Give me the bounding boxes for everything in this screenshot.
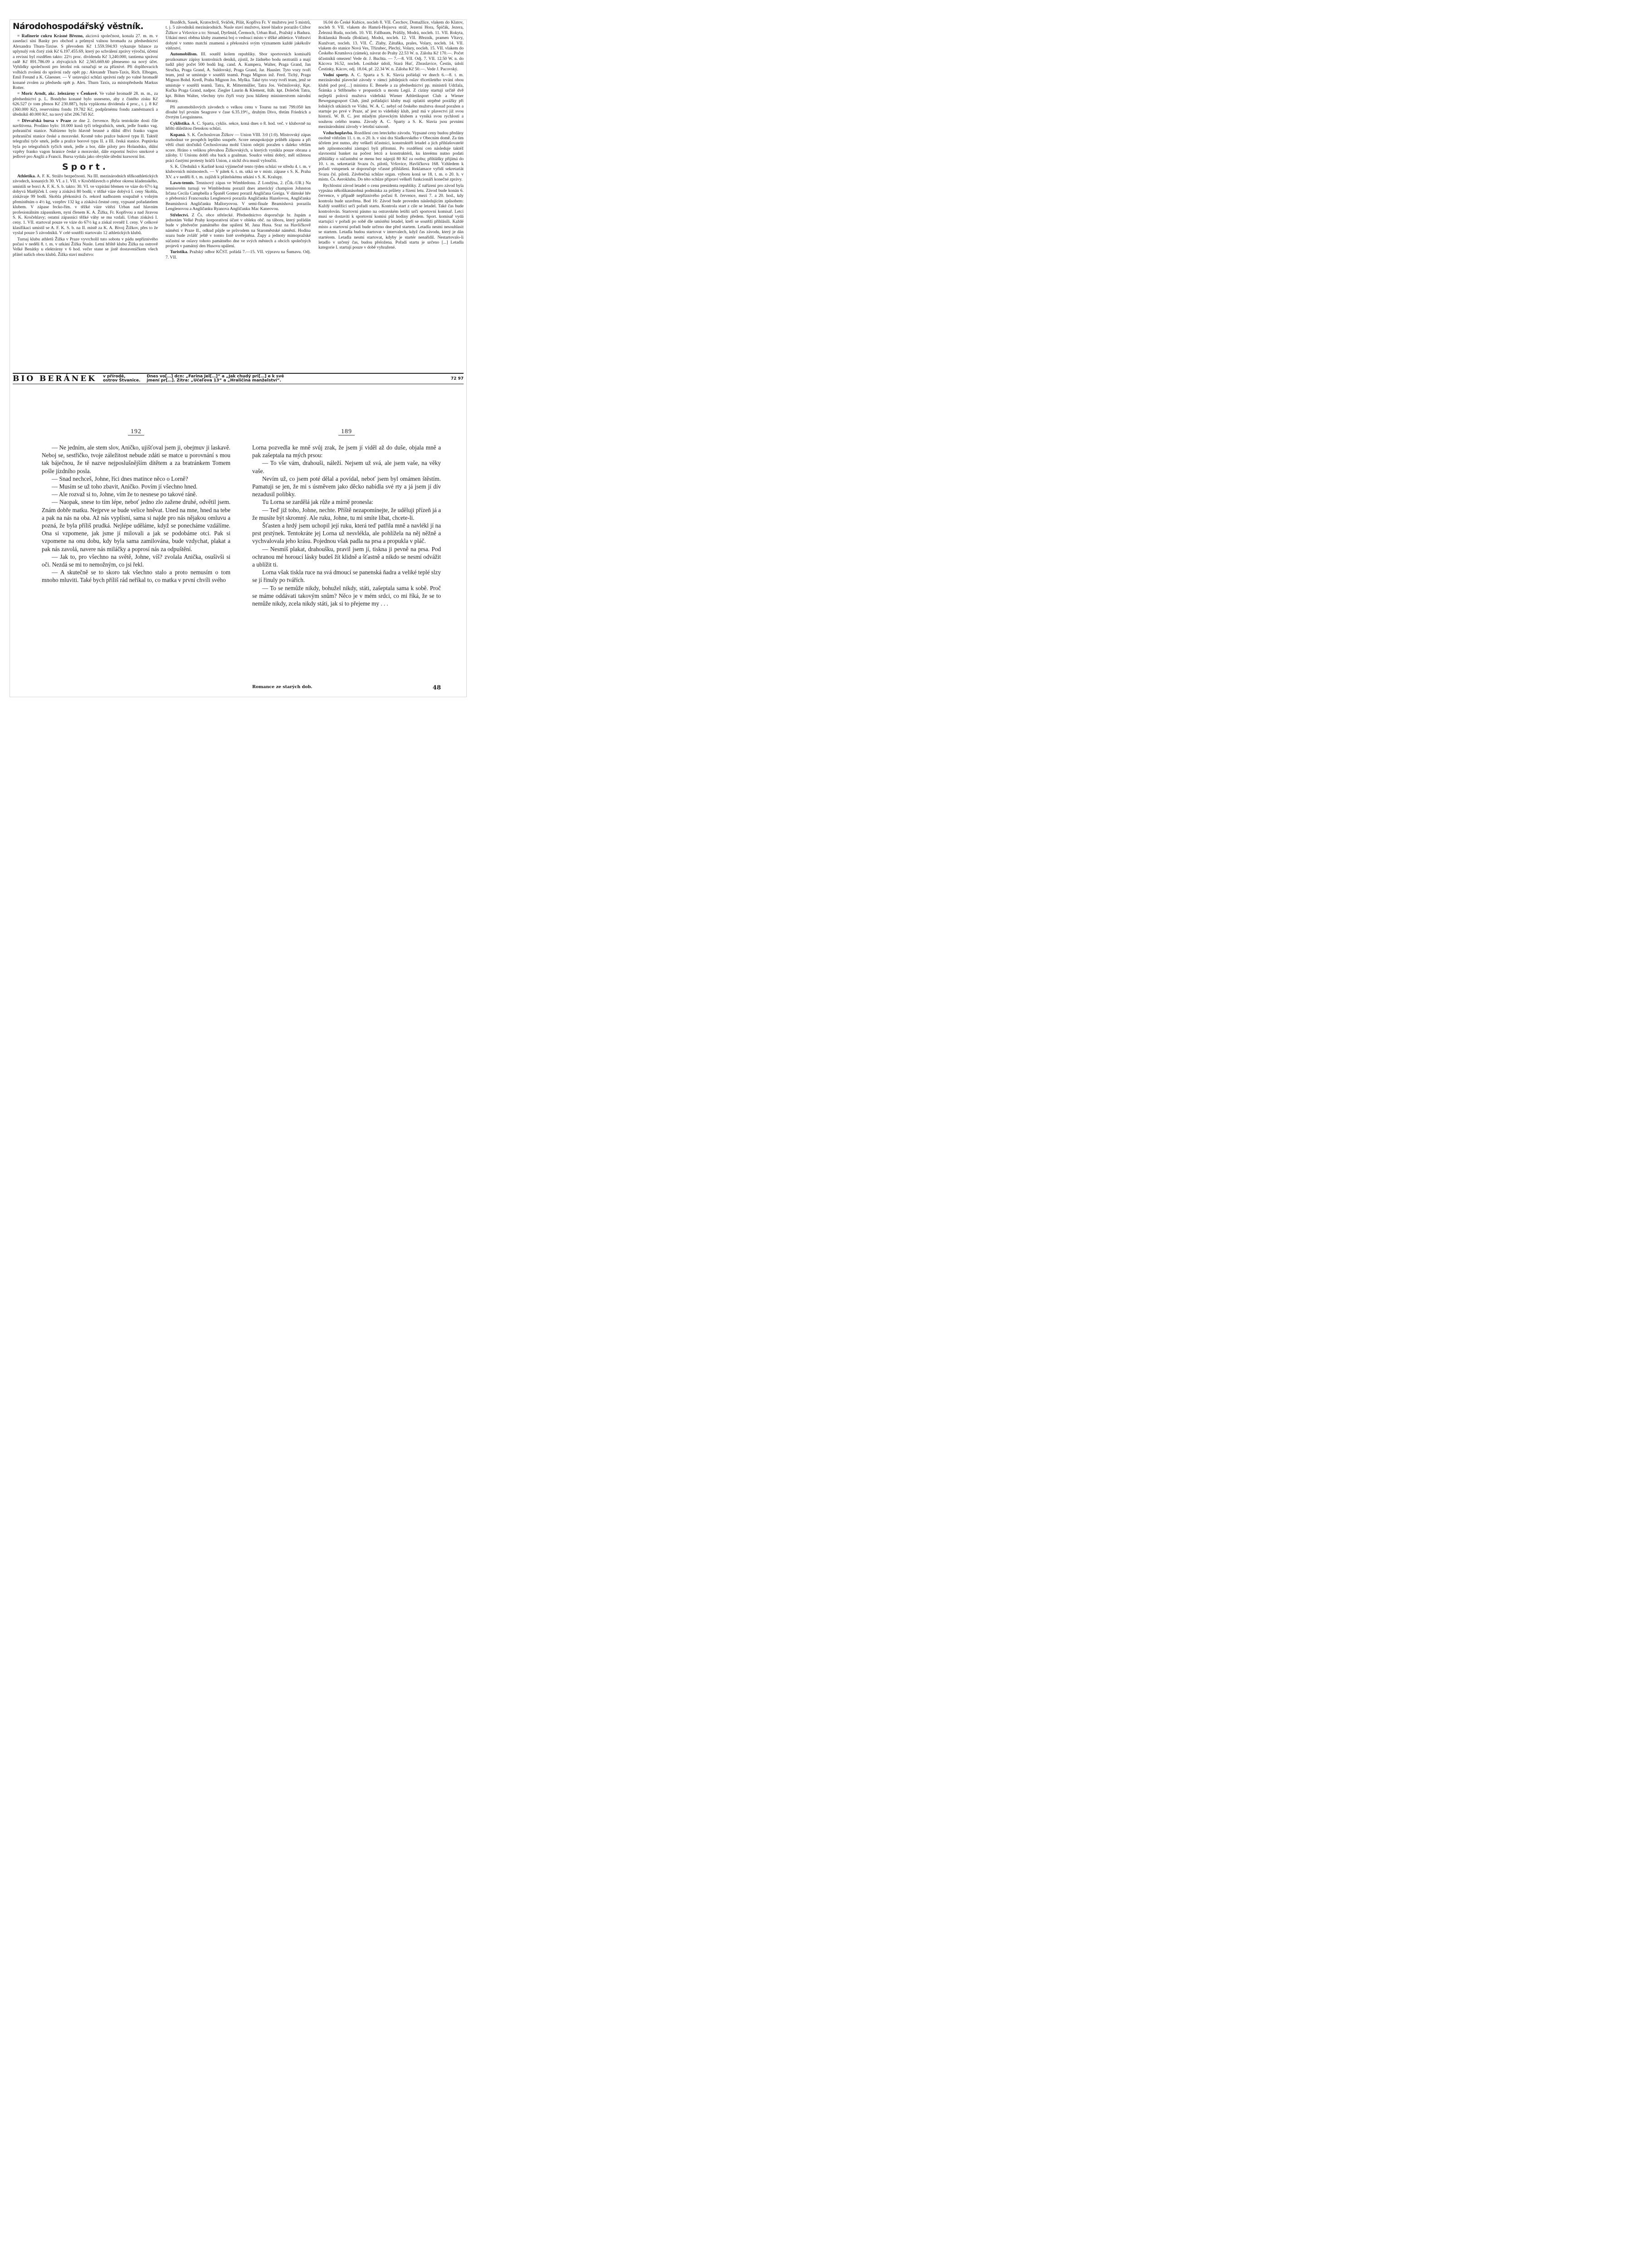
news-paragraph-text: S. K. Čechoslovan Žižkov — Union VIII. 3:0 (1:0). Mistrovský zápas rozhodnut ve prospěch lepšího soupeře. Score neuspokojuje průběh zápasu a při větší chuti útočníků Čechoslovana mohl Union odejíti poražen s daleko větším score. Hráno s velikou převahou Žižkovských, u kterých vynikla pouze obrana a zálohy. U Unionu dobří oba back a goalman. Soudce velmi dobrý, měl stíženou práci častými protesty hráčů Union, z nichž dva musil vyloučiti. bbox=[166, 132, 311, 163]
news-paragraph bbox=[13, 237, 158, 258]
novel-paragraph: — A skutečně se to skoro tak všechno stalo a proto nemusím o tom mnoho mluviti. Také bych příliš rád neříkal to, co matka v první chvíli svého bbox=[42, 569, 230, 584]
cinema-advert bbox=[13, 373, 464, 384]
news-paragraph-lead: = Dřevařská bursa v Praze bbox=[17, 118, 71, 123]
news-paragraph bbox=[166, 249, 311, 260]
section-title-sport: Sport. bbox=[62, 161, 108, 172]
sport-articles-continued-2 bbox=[318, 20, 464, 250]
advert-programme bbox=[147, 375, 284, 383]
novel-paragraph: — Jak to, pro všechno na světě, Johne, víš? zvolala Anička, osušivši si oči. Nezdá se mi to nemožným, co jsi řekl. bbox=[42, 553, 230, 568]
news-paragraph bbox=[166, 20, 311, 51]
novel-paragraph: Lorna pozvedla ke mně svůj zrak, že jsem jí viděl až do duše, objala mně a pak zašeptala na mých prsou: bbox=[252, 444, 441, 459]
newspaper-section bbox=[13, 20, 464, 365]
news-paragraph-lead: Vzduchoplavba. bbox=[323, 130, 353, 136]
news-paragraph-lead: Automobilism. bbox=[170, 52, 198, 57]
newspaper-column-1 bbox=[13, 20, 158, 365]
news-paragraph bbox=[166, 132, 311, 163]
economy-articles bbox=[13, 34, 158, 160]
section-title-economy: Národohospodářský věstník. bbox=[13, 22, 144, 31]
newspaper-column-2 bbox=[166, 20, 311, 365]
advert-programme-line2: jmení pr[…]. Zítra: „Učeľova 13“ a „Hraličina manželství“. bbox=[147, 378, 281, 383]
news-paragraph bbox=[318, 131, 464, 182]
page-number-left bbox=[42, 428, 230, 435]
sport-articles bbox=[13, 174, 158, 258]
advert-code: 72 97 bbox=[450, 376, 464, 381]
novel-page-left bbox=[42, 428, 230, 691]
novel-paragraph: — Ale rozvaž si to, Johne, vím že to nesnese po takové ráně. bbox=[52, 491, 197, 498]
news-paragraph-text: ze dne 2. července. Byla tentokráte dosti čile navštívena. Prodáno bylo: 10.000 kusů tyčí telegrafních, smrk, jedle franko vag. pohraniční stanice. Nabízeno bylo hlavně brusné a důlní dříví franko vagon pohraniční stanice české a moravské. Kromě toho pražce bukové typu II. Taktéž telegrafní tyče smrk, jedle a pražce borové typu II. a III. česká stanice. Poptávka byla po telegrafních tyčích smrk, jedle a bor, dále piloty pro Holandsko, důlní vzpěry franko vagon hranice české a moravské, dále exportní řezivo smrkové a jedlové pro Anglii a Francii. Bursa vydala jako obvykle úřední kursovní list. bbox=[13, 118, 158, 160]
news-paragraph-lead: Střelectví. bbox=[170, 212, 189, 218]
novel-paragraph: — Snad nechceš, Johne, říci dnes matince něco o Lorně? bbox=[52, 475, 188, 482]
news-paragraph-text: akciová společnost, konala 27. m. m. v zasedací síni Banky pro obchod a průmysl valnou hromadu za předsednictví Alexandra Thurn-Taxise. S převodem Kč 1.559.594.93 vykazuje bilance za uplynulý rok čistý zisk Kč 6.197.455.69, který po schválení zprávy výroční, účetní a revisní byl rozdělen takto: 22½ proc. dividenda Kč 3,240.000, tantiema správní radě Kč 891.786.09 a zbývajících Kč 2,565.669.60 přeneseno na nový účet. Vyhlídky společnosti pro letošní rok označují se za příznivé. Při doplňovacích volbách zvoleni do správní rady opět pp.: Alexandr Thurn-Taxis, Rich. Elbogen, Emil Freund a K. Glaesner. — V ustavující schůzi správní rady po valné hromadě konané zvolen za předsedu opět p. Alex. Thurn Taxis, za místopředsedu Markus Rotter. bbox=[13, 34, 158, 91]
news-paragraph-lead: Lawn-tennis. bbox=[170, 181, 195, 186]
novel-paragraph: — Ne jedním, ale stem slov, Aničko, ujišťoval jsem ji, obejmuv ji laskavě. Neboj se, sestřičko, tvoje záležitost nebude zdáti se matce u porovnání s mou tak báječnou, že tě nazve nejposlušnějším dítětem a za bratránkem Tomem pošle jízdního posla. bbox=[42, 444, 230, 474]
advert-location-line1: v přírodě, bbox=[103, 374, 126, 379]
page-number-right bbox=[252, 428, 441, 435]
news-paragraph bbox=[166, 164, 311, 180]
news-paragraph-text: Při automobilových závodech o velkou cenu v Toursu na trati 799.050 km dlouhé byl prvním Seagrave v čase 6.35.19⁴/₅, druhým Divo, třetím Friedrich a čtvrtým Leoguinness. bbox=[166, 104, 311, 120]
novel-paragraph: — Musím se už toho zbavit, Aničko. Povím jí všechno hned. bbox=[52, 483, 198, 490]
news-paragraph bbox=[166, 121, 311, 132]
page-number-left-value: 192 bbox=[128, 428, 144, 435]
news-paragraph-text: Rychlostní závod letadel o cenu presidenta republiky. Z nařízení pro závod byla vypsána několikanásobná podmínka za průlety a řízení letu. Závod bude konán 6. července, v případě nepříznivého počasí 8. července, mezi 7. a 20. hod., kdy kontrola bude uzavřena. Bod 16: Závod bude proveden následujícím způsobem: Každý soutěžící určí pořadí startu. Kontrola start z cíle se letadel. Také čas bude kontrolován. Startovní pásmo na ostravském letišti určí sportovní komisař. Letci musí se dostaviti k sportovní komisi půl hodiny předem. Sport. komisař vydá startující v pořadí po sobě dle umístění letadel, kteří se soutěží přihlásili. Každé místo a startovní pořadí bude určeno dne před startem. Letadla nesmí nesouhlasit se startem. Letadla budou startovat v intervalech, když čas závodu, který je dán startérem. Letadla nesmí startovat, kdyby je startér nenařídil. Nestartovalo-li letadlo v určený čas, budou přeložena. Pořadí startu je určeno [...] Letadla kategorie I. startují pouze v době vyhražené. bbox=[318, 183, 464, 250]
news-paragraph-text: A. F. K. Strážo bezpečnosti. Na III. mezinárodních těžkoathletických závodech, konaných 30. VI. a 1. VII. v Kročehlavech o přebor okresu kladenského, umístili se borci A. F. K. S. b. takto: 30. VI. ve vzpírání břemen ve váze do 67½ kg dobyvá Matějíček I. ceny a získává 80 bodů; v těžké váze dobývá I. ceny Skobla, získávaje 99 bodů. Skobla překonává čs. rekord nadhozem soupažně s volným přemístěním o 4½ kg, vzepřev 132 kg a získává čestné ceny, vypsané pořadatelem klubem. V zápase řecko-řím. v těžké váze vítězí Urban nad hlavním profesionálním zápasníkem, nyní členem K. A. Žižka, Fr. Kopřivou a nad Jiravou S. K. Kročehlavy; ostatní zápasníci těžké váhy se mu vzdali. Urban získává I. ceny. 1. VII. startoval pouze ve váze do 67½ kg a získal rovněž I. ceny. V celkové klasifikaci umístil se A. F. K. S. b. na II. místě za K. A. Bivoj Žižkov, přes to že vyslal pouze 5 závodníků. V celé soutěži startovalo 12 athletických klubů. bbox=[13, 173, 158, 236]
novel-paragraph: Nevím už, co jsem poté dělal a povídal, neboť jsem byl omámen štěstím. Pamatuji se jen, že mi s úsměvem jako děcko nabídla své rty a já jsem jí dív nezadusil polibky. bbox=[252, 475, 441, 498]
news-paragraph-lead: Turistika. bbox=[170, 249, 188, 255]
advert-location-line2: ostrov Štvanice. bbox=[103, 378, 141, 383]
novel-paragraph: Lorna však tiskla ruce na svá dmoucí se panenská ňadra a veliké teplé slzy se jí řinuly po tvářích. bbox=[252, 569, 441, 584]
novel-spread bbox=[42, 428, 441, 691]
novel-paragraph: — To vše vám, drahouši, náleží. Nejsem už svá, ale jsem vaše, na věky vaše. bbox=[252, 459, 441, 474]
novel-right-text bbox=[252, 444, 441, 607]
news-paragraph bbox=[318, 20, 464, 72]
news-paragraph-text: Ve valné hromadě 28. m. m., za předsednictví p. L. Bondyho konané bylo usneseno, aby z čistého zisku Kč 626.527 (v tom přenos Kč 230.887), byla vyplácena dividenda 4 proc., t. j. 8 Kč (360.000 Kč), reservnímu fondu 19.782 Kč, podpůrnému fondu zaměstnanců a úředníků 40.000 Kč, na nový účet 206.745 Kč. bbox=[13, 91, 158, 117]
novel-paragraph: — Teď již toho, Johne, nechte. Příště nezapomínejte, že uděluji přízeň já a že musíte být skromný. Ale ruku, Johne, tu mi smíte líbat, chcete-li. bbox=[252, 506, 441, 521]
advert-programme-line1: Dnes vo[…] dcn: „Farina Jel[…]“ a „Jak chudý pri[…] e k svě bbox=[147, 374, 284, 379]
news-paragraph-lead: Athletika. bbox=[17, 173, 36, 179]
news-paragraph-text: Tennisový zápas ve Wimbledonu. Z Londýna, 2. (Čtk.-UR.) Na tennisovém turnaji ve Wimbledonu porazil dnes americký champion Johnston Irčana Cecila Campbella a Španěl Gomez porazil Angličana Greiga. V dámské hře o přeborníci Francouzka Lenglenová porazila Angličanku Hazelovou, Angličanka Beamishová Angličanku Malloryovou. V semi-finale Beamishová porazila Lenglenovou a Angličanku Ryanova Angličanku Mac Kaneovou. bbox=[166, 181, 311, 212]
news-paragraph bbox=[166, 181, 311, 211]
news-paragraph-text: Z Čs. obce střelecké. Předsednictvo doporučuje br. župám a jednotám Velké Prahy korporativní účast v obleku obč. na táboru, který pořádán bude v předvečer památného dne upálení M. Jana Husa. Sraz na Havlíčkově náměstí v Praze II., odkud půjde se průvodem na Staroměstské náměstí. Hodina srazu bude zvlášť ještě v tomto listě uveřejněna. Župy a jednoty mimopražské súčastní se oslavy tohoto památného dne ve svých městech a obcích společných projevů v památný den Husovu upálení. bbox=[166, 212, 311, 249]
footer-sheet-number: 48 bbox=[432, 684, 441, 691]
news-paragraph-lead: Kopaná. bbox=[170, 132, 186, 137]
news-paragraph-text: A. C. Sparta a S. K. Slavia pořádají ve dnech 6.—8. t. m. mezinárodní plavecké závody v rámci jubilejních oslav třicetiletého trvání obou klubů pod pro[…] ministra E. Beneše a za předsednictví pp. ministrů Udržala, Šrámka a Stříbrného v propustích u mostu Legií. Z ciziny startují určitě dvě nejlepší polová mužstva vídeňská Wiener Athletiksport Club a Wiener Bewegungssport Club, jimž pořádající kluby mají oplatiti utrpěné porážky při loňských utkáních ve Vídni. W. A. C. nebyl od českého mužstva dosud poražen a startuje po prvé v Praze, ač jest to vídeňský klub, jenž má v plavectví již svou historii. W. B. C. jest mladým plaveckým klubem a vyniká svou rychlostí a souhrou celého teamu. Závody A. C. Sparty a S. K. Slavia jsou prvními mezinárodními závody v letošní saisoně. bbox=[318, 73, 464, 130]
news-paragraph bbox=[13, 174, 158, 236]
news-paragraph-text: Bozděch, Sasek, Kratochvíl, Sváček, Pilát, Kopřiva Fr. V mužstvu jest 5 mistrů, t. j. 5 závodníků mezinárodních. Nusle staví mužstvo, které hladce porazilo Ctibor Žižkov a Vršovice a to: Strnad, Dyršmíd, Čermoch, Urban Rud., Pražský a Badura. Utkání mezi oběma kluby znamená boj o vedoucí místo v těžké athletice. Vítězství dobyté v tomto matchi znamená a překonává svým významem každé jakékoliv vítězství. bbox=[166, 20, 311, 51]
news-paragraph-text: 16.04 do České Kubice, nocleh 8. VII. Čerchov, Domažlice, vlakem do Klatov, nocleh 9. VII. vlakem do Hamrů-Hojsova stráž, Jezerní Hora, Špičák, Jezera, Železná Ruda, nocleh. 10. VII. Fallbaum, Prášily, Modrá, nocleh. 11. VII. Rokyta, Roklanská Bouda (Roklan), Modrá, nocleh. 12. VII. Březník, pramen Vltavy, Kunžvart, nocleh. 13. VII. Č. Zlaby, Zátuňka, prales, Volary, nocleh. 14. VII. vlakem do stanice Nová Ves, Třízubec, Plechý, Volary, nocleh. 15. VII. vlakem do Českého Krumlova (zámek), návrat do Prahy 22.53 W. n. Záloha Kč 170.—. Počet účastníků omezen! Vede dr. J. Buchta. — 7.—8. VII. Odj. 7. VII. 12.50 W. n. do Kácova 16.52, nocleh. Losiňské údolí, Stará Huť, Zbraslavice, Čestín, údolí Čestinky, Kácov, odj. 18.04, př. 22.34 W. n. Záloha Kč 50.—. Vede J. Pacovský. bbox=[318, 20, 464, 72]
news-paragraph bbox=[166, 52, 311, 103]
news-paragraph bbox=[318, 183, 464, 250]
novel-paragraph: — Naopak, snese to tím lépe, neboť jedno zlo zažene druhé, odvětil jsem. Znám dobře matku. Nejprve se bude velice hněvat. Uned na mne, hned na tebe a pak na nás na oba. Až nás vyplísní, sama si najde pro nás nějakou omluvu a pozná, že byla příliš prudká. Nejlépe uděláme, když se ponecháme vzdálíme. Ona si vzpomene, jak jsme jí milovali a jak se podobáme otci. Pak si vzpomene na onu dobu, kdy byla sama zamilována, bude vzdychat, plakat a pak nás zavolá, navere nás miláčky a poprosí nás za odpuštění. bbox=[42, 499, 230, 552]
advert-location bbox=[103, 375, 141, 383]
novel-paragraph: — To se nemůže nikdy, bohužel nikdy, státi, zašeptala sama k sobě. Proč se máme oddávati takovým snům? Něco je v mém srdci, co mi říká, že se to nemůže nikdy, zcela nikdy státi, jak si to přejeme my . . . bbox=[252, 584, 441, 607]
news-paragraph-lead: = Moric Arndt, akc. železárny v Čenkově. bbox=[17, 91, 98, 97]
news-paragraph bbox=[166, 105, 311, 120]
news-paragraph bbox=[13, 91, 158, 117]
novel-footer bbox=[252, 684, 441, 691]
novel-paragraph: Tu Lorna se zardělá jak růže a mírně pronesla: bbox=[262, 499, 373, 506]
news-paragraph-text: S. K. Úředníků v Karlíně koná výjimečně tento týden schůzi ve středu 4. t. m. v klubovních místnostech. — V pátek 6. t. m. utká se v mistr. zápase s S. K. Praha XV. a v neděli 8. t. m. zajíždí k přátelskému utkání s S. K. Kralupy. bbox=[166, 164, 311, 180]
news-paragraph-text: Pražský odbor KČST. pořádá 7.—15. VII. výpravu na Šumavu. Odj. 7. VII. bbox=[166, 249, 311, 260]
news-paragraph-text: Turnaj klubu athletů Žižka v Praze vyvrcholil tuto sobotu v pádu nepříznivého počasí v neděli 8. t. m. v utkání Žižka Nusle. Letní hřiště klubu Žižka na ostrově Velké Benátky u elektrárny v 6 hod. večer stane se jistě dostaveníčkem všech přátel našich obou klubů. Žižka staví mužstvo: bbox=[13, 236, 158, 257]
news-paragraph-lead: Vodní sporty. bbox=[323, 73, 349, 78]
novel-page-right bbox=[252, 428, 441, 691]
news-paragraph bbox=[13, 118, 158, 160]
novel-paragraph: Šťasten a hrdý jsem uchopil její ruku, která teď patřila mně a navlékl jí na prst prstýnek. Tentokráte jej Lorna už nesvlékla, ale pohlížela na něj něžně a vychvalovala jeho krásu. Pojednou však padla na prsa a propukla v pláč. bbox=[252, 522, 441, 545]
novel-paragraph: — Nesmíš plakat, drahoušku, pravil jsem jí, tiskna ji pevně na prsa. Pod ochranou mé horoucí lásky budeš žít klidně a šťastně a nikdo se nesmí odvážit a ublížit ti. bbox=[252, 545, 441, 568]
advert-logo: BIO BERÁNEK bbox=[13, 374, 97, 383]
news-paragraph bbox=[166, 213, 311, 249]
news-paragraph-text: Rozdílení cen leteckého závodu. Vypsané ceny budou předány osobně vítězům 11. t. m. o 20. h. v síni dra Sladkovského v Obecním domě. Za tím účelem jest nutno, aby veškeří účastníci, konstruktéři letadel a jich přihlašovatelé neb zplnomocnění zástupci byli přítomni. Po rozdělení cen následuje taktéž slavnostní banket na počest letců a konstruktérů, ku kterému nutno podati přihlášky o súčastnění se menu bez nápojů 80 Kč za osobu; přihlášky přijímá do 10. t. m. sekretariát Svazu čs. pilotů, Vršovice, Havlíčkova 168. Vzhledem k pořadí vstupenek se doporučuje včasné přihlášení. Reklamace vyřídí sekretariát Svazu čsl. pilotů. Závěrečná schůze organ. výboru koná se 18. t. m. o 20. h. v místn. Čs. Aeroklubu. Do této schůze připraví veškeří funkcionáři konečné zprávy. bbox=[318, 130, 464, 182]
footer-title: Romance ze starých dob. bbox=[252, 684, 313, 689]
news-paragraph bbox=[13, 34, 158, 90]
news-paragraph-text: III. soutěž kolem republiky. Sbor sportovních komisařů prozkoumav zápisy kontrolních deníků, zjistil, že žádného bodu neztratili a mají tudíž plný počet 500 bodů Ing. cand. A. Kumpera, Walter, Praga Grand, Jan Stručka, Praga Grand, A. Suldovský, Praga Grand, Jar. Hausler. Tyto vozy tvoří team, jenž se umístuje v soutěži teamů. Praga Mignon inž. Ferd. Tichý, Praga Mignon Bohd. Kredl, Praha Mignon Jos. Myška. Také tyto vozy tvoří team, jenž se umístuje v soutěži teamů. Tatra, R. Mittermüller, Tatra Jos. Večmilovský, Kpt. Kučka Praga Grand, nadpor. Ziegler Laurin & Klement, štáb. kpt. Doleček Tatra, kpt. Böhm Walter, všechny tyto čtyři vozy jsou hlášeny ministerstvem národní obrany. bbox=[166, 52, 311, 104]
scanned-sheet bbox=[10, 20, 466, 697]
newspaper-column-3 bbox=[318, 20, 464, 365]
page-number-right-value: 189 bbox=[338, 428, 355, 435]
news-paragraph-lead: Cyklistika. bbox=[170, 121, 191, 126]
sport-articles-continued bbox=[166, 20, 311, 260]
news-paragraph-text: A. C. Sparta, cyklis. sekce, koná dnes o 8. hod. več. v klubovně na hřišti důležitou členskou schůzi. bbox=[166, 121, 311, 132]
news-paragraph bbox=[318, 73, 464, 129]
novel-left-text bbox=[42, 444, 230, 584]
news-paragraph-lead: = Rafinerie cukru Krásné Březno, bbox=[17, 34, 84, 39]
